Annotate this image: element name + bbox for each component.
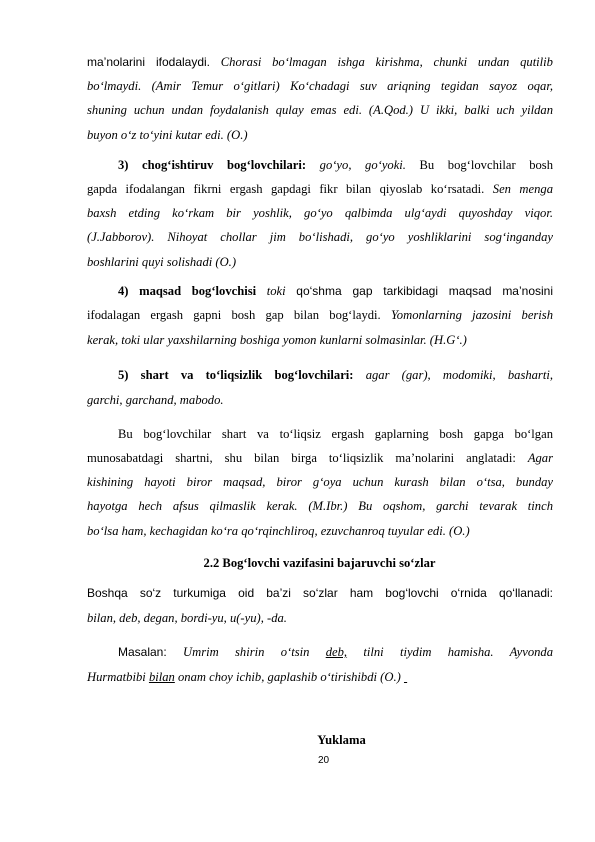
- p2-line-2: [87, 181, 553, 197]
- p3-quote: Yomonlarning jazosini berish: [390, 308, 554, 322]
- p5-line-2: [87, 450, 553, 466]
- p7-line-1: [118, 644, 553, 660]
- p3-heading: 4) maqsad bog‘lovchisi: [118, 284, 257, 298]
- p1-quote: Chorasi bo‘lmagan ishga kirishma, chunki undan qutilib: [220, 55, 553, 69]
- p5-line-4: hayotga hech afsus qilmaslik kerak. (M.Ibr.) Bu oqshom, garchi tevarak tinch: [87, 499, 553, 513]
- p4-heading: 5) shart va to‘liqsizlik bog‘lovchilari:: [118, 368, 354, 382]
- p5-text: munosabatdagi shartni, shu bilan birga to‘liqsizlik ma’nolarini anglatadi:: [87, 451, 516, 465]
- p7-quote-a: Umrim shirin o‘tsin: [183, 645, 310, 659]
- p2-line-1: [118, 157, 553, 173]
- p2-text: Bu bog‘lovchilar bosh: [419, 158, 554, 172]
- p7-quote-d: onam choy ichib, gaplashib o‘tirishibdi (O.): [177, 670, 401, 684]
- p2-text-2: gapda ifodalangan fikrni ergash gapdagi fikr bilan qiyoslab ko‘rsatadi.: [87, 182, 485, 196]
- p2-line-3: baxsh etding ko‘rkam bir yoshlik, go‘yo qalbimda ulg‘aydi quyoshday viqor.: [87, 206, 553, 220]
- p2-quote: Sen menga: [492, 182, 553, 196]
- p4-examples: agar (gar), modomiki, basharti,: [365, 368, 553, 382]
- p5-line-1: Bu bog‘lovchilar shart va to‘liqsiz ergash gaplarning bosh gapga bo‘lgan: [118, 427, 553, 441]
- p7-underlined-bilan: bilan: [148, 670, 175, 684]
- p3-text: qo‘shma gap tarkibidagi maqsad ma’nosini: [296, 284, 554, 298]
- p5-quote: Agar: [527, 451, 553, 465]
- p4-line-2: garchi, garchand, mabodo.: [87, 393, 224, 407]
- page-number: 20: [317, 755, 330, 766]
- next-heading: Yuklama: [317, 733, 366, 747]
- p3-line-2: [87, 307, 553, 323]
- p5-line-5: bo‘lsa ham, kechagidan ko‘ra qo‘rqinchliroq, ezuvchanroq tuyular edi. (O.): [87, 524, 470, 538]
- p2-heading: 3) chog‘ishtiruv bog‘lovchilari:: [118, 158, 307, 172]
- p3-text-2: ifodalagan ergash gapni bosh gap bilan bog‘laydi.: [87, 308, 381, 322]
- p2-line-5: boshlarini quyi solishadi (O.): [87, 255, 237, 269]
- p3-line-3: kerak, toki ular yaxshilarning boshiga yomon kunlarni solmasinlar. (H.G‘.): [87, 333, 467, 347]
- p7-quote-c: Hurmatbibi: [87, 670, 146, 684]
- p1-line-3: shuning uchun undan foydalanish qulay emas edi. (A.Qod.) U ikki, balki uch yildan: [87, 103, 553, 117]
- p3-line-1: [118, 283, 553, 299]
- p7-label: Masalan:: [118, 645, 167, 659]
- p2-examples: go‘yo, go‘yoki.: [319, 158, 406, 172]
- trailing-underline: [404, 670, 407, 684]
- p6-line-1: Boshqa so‘z turkumiga oid ba’zi so‘zlar ham bog‘lovchi o‘rnida qo‘llanadi:: [87, 586, 553, 600]
- p2-line-4: (J.Jabborov). Nihoyat chollar jim bo‘lishadi, go‘yo yoshliklarini sog‘inganday: [87, 230, 553, 244]
- p7-quote-b: tilni tiydim hamisha. Ayvonda: [363, 645, 554, 659]
- p6-line-2: bilan, deb, degan, bordi-yu, u(-yu), -da.: [87, 611, 287, 625]
- p7-line-2: [87, 669, 553, 685]
- section-title: 2.2 Bog‘lovchi vazifasini bajaruvchi so‘zlar: [203, 556, 436, 570]
- p3-example: toki: [266, 284, 286, 298]
- p1-line-1: [87, 54, 553, 70]
- p1-text: ma’nolarini ifodalaydi.: [87, 55, 211, 69]
- p1-line-2: bo‘lmaydi. (Amir Temur o‘gitlari) Ko‘chadagi suv ariqning tegidan sayoz oqar,: [87, 79, 553, 93]
- p7-underlined-deb: deb,: [325, 645, 348, 659]
- p4-line-1: [118, 367, 553, 383]
- p5-line-3: kishining hayoti biror maqsad, biror g‘oya uchun kurash bilan o‘tsa, bunday: [87, 475, 553, 489]
- p1-line-4: buyon o‘z to‘yini kutar edi. (O.): [87, 128, 248, 142]
